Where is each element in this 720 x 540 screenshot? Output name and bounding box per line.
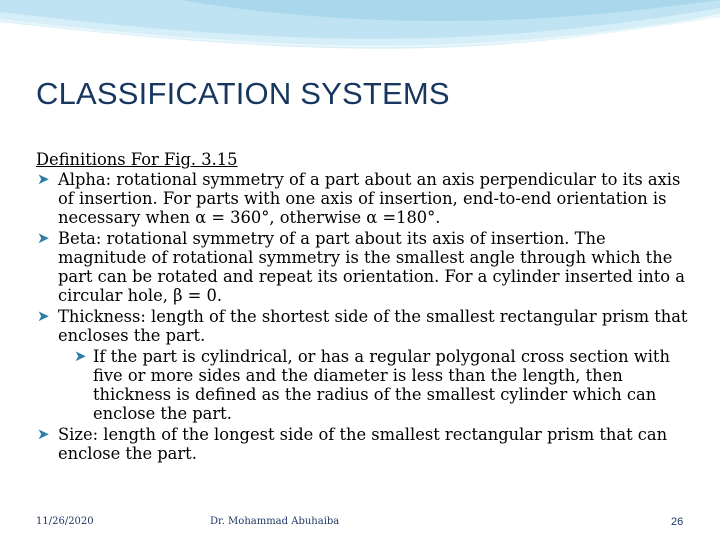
arrow-bullet-icon: ➤ [37, 229, 50, 247]
bullet-thickness [36, 307, 696, 345]
page-number: 26 [671, 516, 684, 528]
arrow-bullet-icon: ➤ [37, 425, 50, 443]
bullet-size [36, 425, 696, 463]
arrow-bullet-icon: ➤ [74, 347, 87, 365]
bullet-thickness-text: Thickness: length of the shortest side of the smallest rectangular prism that encloses the part. [58, 307, 688, 345]
bullet-beta-text: Beta: rotational symmetry of a part about its axis of insertion. The magnitude of rotational symmetry is the smallest angle through which the part can be rotated and repeat its orientation. For a cylinder inserted into a circular hole, β = 0. [58, 229, 685, 305]
sub-bullet-text: If the part is cylindrical, or has a regular polygonal cross section with five or more sides and the diameter is less than the length, then thickness is defined as the radius of the smallest cylinder which can enclose the part. [93, 347, 670, 423]
slide-title: CLASSIFICATION SYSTEMS [36, 76, 450, 111]
header-wave-banner [0, 0, 720, 60]
bullet-alpha-text: Alpha: rotational symmetry of a part about an axis perpendicular to its axis of insertion. For parts with one axis of insertion, end-to-end orientation is necessary when α = 360°, otherwise α =180°. [58, 170, 681, 227]
footer-author: Dr. Mohammad Abuhaiba [210, 516, 340, 527]
bullet-alpha [36, 170, 696, 227]
bullet-size-text: Size: length of the longest side of the smallest rectangular prism that can enclose the part. [58, 425, 668, 463]
sub-bullet-cylindrical [36, 347, 696, 423]
definitions-heading: Definitions For Fig. 3.15 [36, 150, 238, 169]
arrow-bullet-icon: ➤ [37, 307, 50, 325]
slide-body [36, 150, 696, 465]
bullet-beta [36, 229, 696, 305]
arrow-bullet-icon: ➤ [37, 170, 50, 188]
footer-date: 11/26/2020 [36, 516, 94, 527]
